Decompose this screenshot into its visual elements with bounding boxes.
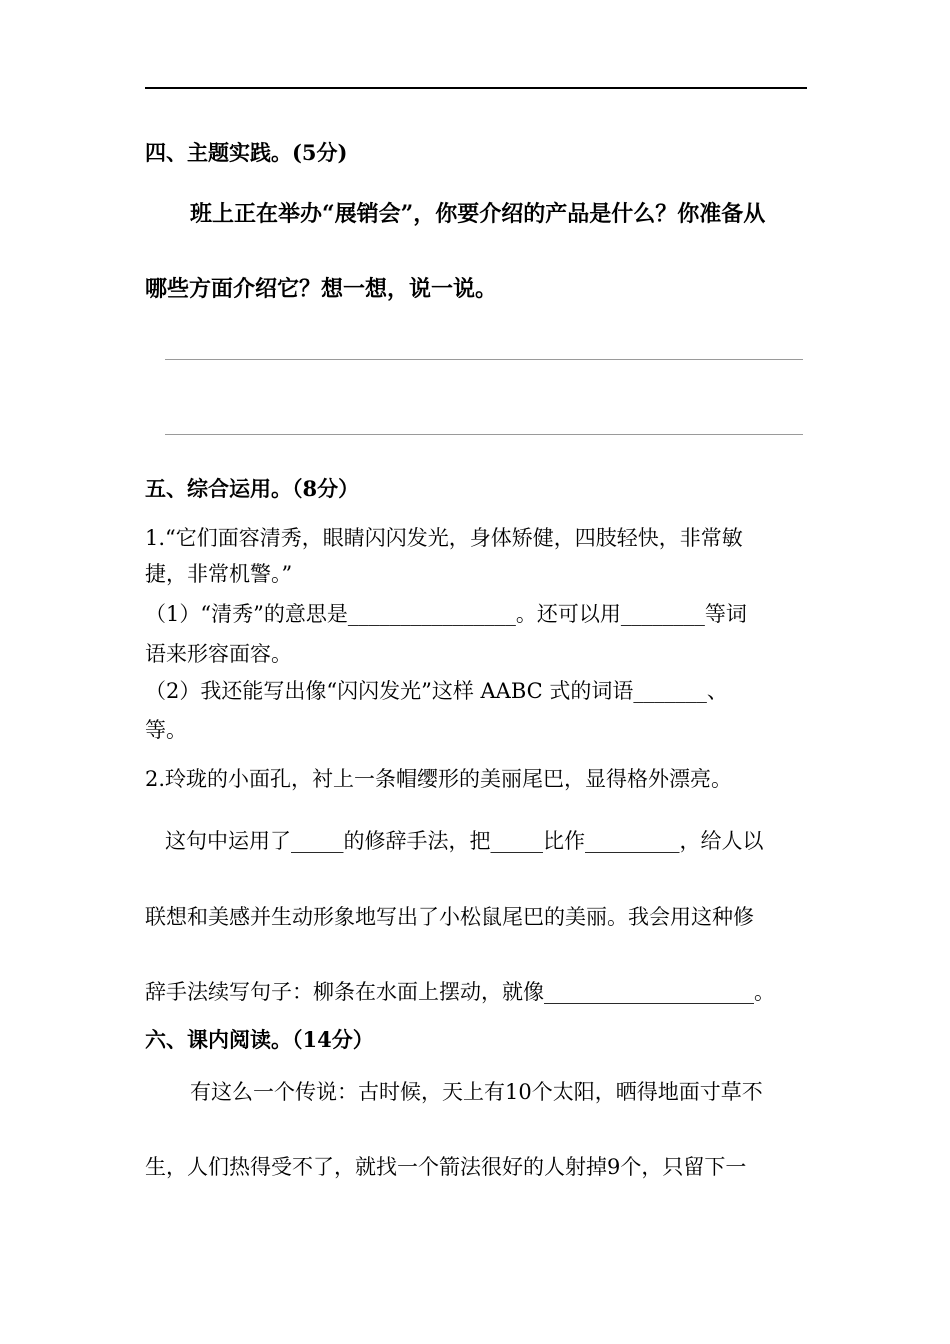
q1-sub1-line1: （1）“清秀”的意思是________________。还可以用________等词 <box>145 602 747 626</box>
q1-sub1-line2: 语来形容面容。 <box>145 642 292 666</box>
answer-line[interactable] <box>165 359 803 360</box>
top-divider-line <box>145 87 807 89</box>
section6-heading: 六、课内阅读。（14分） <box>145 1027 374 1052</box>
section4-heading: 四、主题实践。(5分) <box>145 140 348 165</box>
section4-prompt-line2: 哪些方面介绍它？想一想，说一说。 <box>145 276 498 302</box>
passage-line1: 有这么一个传说：古时候，天上有10个太阳，晒得地面寸草不 <box>190 1080 763 1104</box>
q2-line3: 联想和美感并生动形象地写出了小松鼠尾巴的美丽。我会用这种修 <box>145 905 754 929</box>
q2-line4: 辞手法续写句子：柳条在水面上摆动，就像____________________。 <box>145 980 775 1004</box>
section5-heading: 五、综合运用。（8分） <box>145 476 360 501</box>
q1-line1: 1.“它们面容清秀，眼睛闪闪发光，身体矫健，四肢轻快，非常敏 <box>145 526 743 550</box>
passage-line2: 生，人们热得受不了，就找一个箭法很好的人射掉9个，只留下一 <box>145 1155 747 1179</box>
section4-prompt-line1: 班上正在举办“展销会”，你要介绍的产品是什么？你准备从 <box>190 201 766 227</box>
q2-line2: 这句中运用了_____的修辞手法，把_____比作_________，给人以 <box>165 829 764 853</box>
q1-sub2-line2: 等。 <box>145 718 187 742</box>
q1-sub2-line1: （2）我还能写出像“闪闪发光”这样 AABC 式的词语_______、 <box>145 679 728 703</box>
answer-line[interactable] <box>165 434 803 435</box>
q2-line1: 2.玲珑的小面孔，衬上一条帽缨形的美丽尾巴，显得格外漂亮。 <box>145 767 733 791</box>
q1-line2: 捷，非常机警。” <box>145 562 293 586</box>
